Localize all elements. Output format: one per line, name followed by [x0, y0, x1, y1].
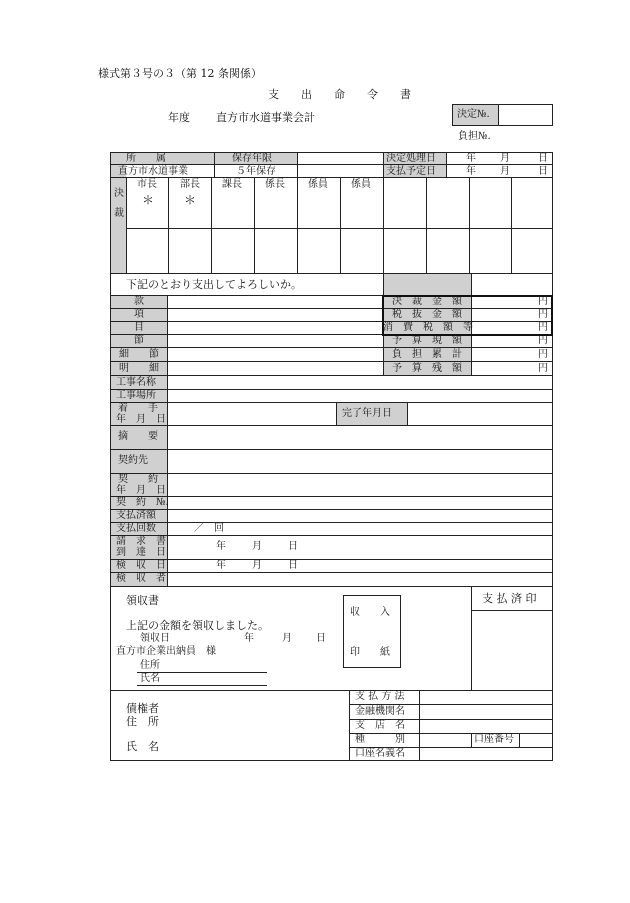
decision-date-day: 日 [538, 153, 548, 164]
start-date-label-1: 着 手 [118, 403, 158, 414]
decision-date-label: 決定処理日 [386, 153, 436, 164]
main-form-table [110, 152, 553, 761]
burden-number-label: 負担№. [458, 131, 491, 142]
yen-unit: 円 [538, 335, 548, 346]
approver-staff-2: 係員 [351, 179, 371, 190]
decision-amount-label: 決 裁 金 額 [392, 296, 462, 307]
account-type-label: 種 別 [355, 734, 405, 745]
receipt-title: 領収書 [126, 594, 159, 607]
payment-method-label: 支 払 方 法 [355, 691, 405, 702]
work-place-label: 工事場所 [116, 390, 156, 401]
payment-count-value: ／ 回 [194, 523, 224, 534]
receipt-name-label: 氏名 [140, 673, 160, 684]
decision-number-label: 決定№. [457, 109, 490, 120]
completion-date-label: 完了年月日 [342, 408, 392, 419]
burden-total-label: 負 担 累 計 [392, 349, 462, 360]
director-mark: ＊ [184, 193, 197, 207]
contract-date-label-2: 年 月 日 [116, 485, 166, 496]
invoice-date-label-1: 請 求 書 [116, 536, 166, 547]
retention-value: ５年保存 [236, 166, 276, 177]
invoice-date-month: 月 [252, 541, 262, 552]
approver-subsection-chief: 係長 [265, 179, 285, 190]
approval-label-1: 決 [114, 188, 124, 199]
creditor-name-label: 氏 名 [126, 740, 159, 753]
instruction-text: 下記のとおり支出してよろしいか。 [126, 278, 302, 291]
account-holder-label: 口座名義名 [355, 748, 405, 759]
budget-kan: 款 [134, 296, 144, 307]
paid-stamp-label: 支 払 済 印 [482, 592, 537, 605]
yen-unit: 円 [538, 309, 548, 320]
revenue-stamp-label-1: 収 入 [350, 607, 390, 618]
receipt-text: 上記の金額を領収しました。 [126, 619, 269, 632]
budget-saisetsu: 細 節 [119, 349, 159, 360]
receipt-date-year: 年 [244, 633, 254, 644]
approval-label-2: 裁 [114, 208, 124, 219]
account-name: 直方市水道事業会計 [216, 111, 315, 124]
approver-director: 部長 [180, 179, 200, 190]
receipt-date-day: 日 [316, 633, 326, 644]
creditor-address-label: 住 所 [126, 715, 159, 728]
tax-excluded-amount-label: 税 抜 金 額 [392, 309, 462, 320]
decision-number-box[interactable] [452, 104, 553, 126]
budget-moku: 目 [134, 322, 144, 333]
dept-label: 所 属 [126, 153, 166, 164]
receipt-payee: 直方市企業出納員 様 [116, 646, 216, 657]
inspector-label: 検 収 者 [116, 573, 166, 584]
receipt-date-month: 月 [282, 633, 292, 644]
inspection-date-label: 検 収 日 [116, 560, 166, 571]
consumption-tax-label: 消 費 税 額 等 [383, 322, 473, 333]
bank-name-label: 金融機関名 [355, 706, 405, 717]
start-date-label-2: 年 月 日 [116, 414, 166, 425]
invoice-date-label-2: 到 達 日 [116, 547, 166, 558]
fiscal-year-label: 年度 [168, 111, 190, 124]
work-name-label: 工事名称 [116, 377, 156, 388]
dept-value: 直方市水道事業 [118, 166, 188, 177]
budget-meisai: 明 細 [119, 363, 159, 374]
mayor-mark: ＊ [142, 193, 155, 207]
contractor-label: 契約先 [118, 455, 148, 466]
approver-mayor: 市長 [137, 179, 157, 190]
budget-setsu: 節 [134, 335, 144, 346]
yen-unit: 円 [538, 349, 548, 360]
revenue-stamp-label-2: 印 紙 [350, 647, 390, 658]
page-title: 支 出 命 令 書 [268, 88, 411, 101]
inspection-date-year: 年 [216, 560, 226, 571]
invoice-date-day: 日 [288, 541, 298, 552]
account-number-label: 口座番号 [474, 734, 514, 745]
contract-date-label-1: 契 約 [118, 474, 158, 485]
budget-current-label: 予 算 現 額 [392, 335, 462, 346]
payment-date-label: 支払予定日 [386, 166, 436, 177]
paid-amount-label: 支払済額 [116, 510, 156, 521]
receipt-date-label: 領収日 [140, 633, 170, 644]
approver-section-chief: 課長 [222, 179, 242, 190]
yen-unit: 円 [538, 322, 548, 333]
decision-date-month: 月 [500, 153, 510, 164]
approver-staff-1: 係員 [308, 179, 328, 190]
budget-kou: 項 [134, 309, 144, 320]
contract-number-label: 契 約 №. [116, 497, 169, 508]
payment-date-month: 月 [500, 166, 510, 177]
form-number: 様式第３号の３（第 12 条関係） [98, 67, 262, 80]
summary-label: 摘 要 [118, 431, 158, 442]
receipt-address-label: 住所 [140, 660, 160, 671]
inspection-date-month: 月 [252, 560, 262, 571]
retention-label: 保存年限 [232, 153, 272, 164]
budget-remaining-label: 予 算 残 額 [392, 363, 462, 374]
invoice-date-year: 年 [216, 541, 226, 552]
decision-date-year: 年 [466, 153, 476, 164]
branch-name-label: 支 店 名 [355, 720, 405, 731]
yen-unit: 円 [538, 363, 548, 374]
payment-date-year: 年 [466, 166, 476, 177]
payment-count-label: 支払回数 [116, 523, 156, 534]
creditor-label: 債権者 [126, 702, 159, 715]
payment-date-day: 日 [538, 166, 548, 177]
yen-unit: 円 [538, 296, 548, 307]
inspection-date-day: 日 [288, 560, 298, 571]
